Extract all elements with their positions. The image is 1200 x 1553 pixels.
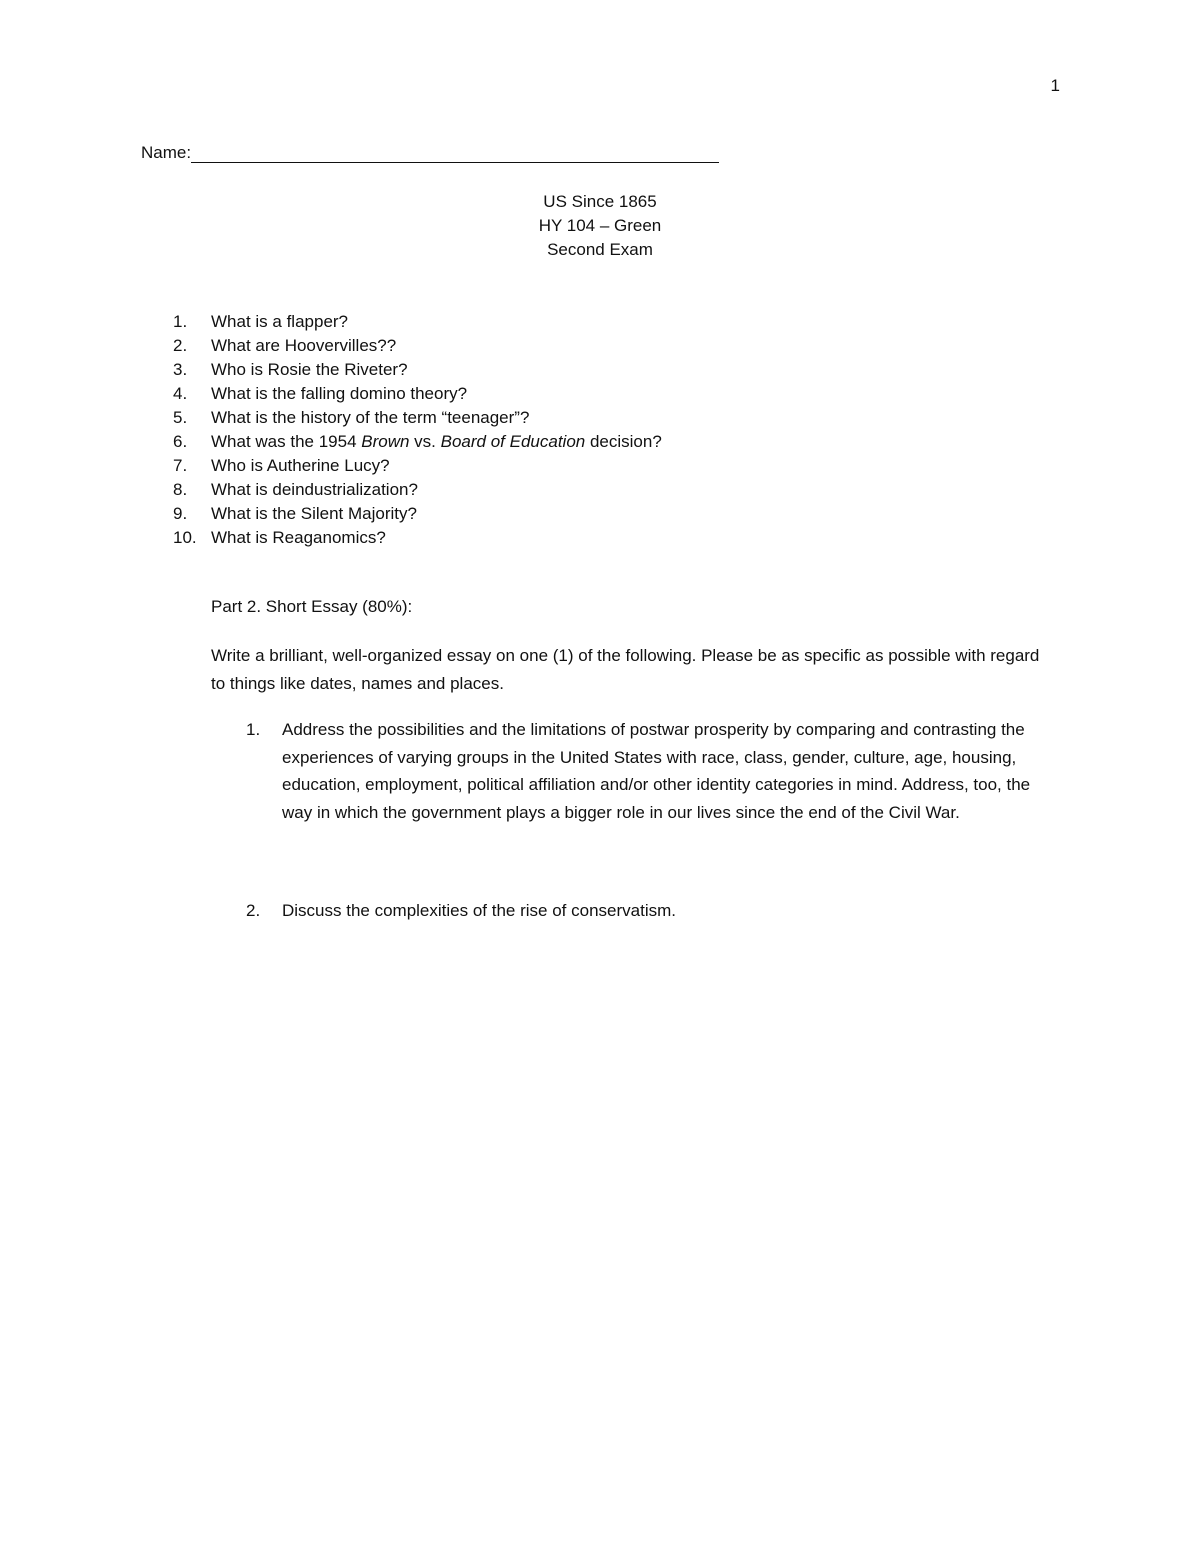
course-title: US Since 1865 — [543, 192, 657, 211]
question-number: 1. — [173, 312, 188, 331]
part2-heading: Part 2. Short Essay (80%): — [211, 597, 413, 616]
name-label: Name: — [141, 143, 192, 162]
name-blank-line[interactable] — [191, 144, 719, 163]
course-section: HY 104 – Green — [538, 216, 662, 235]
name-field — [141, 143, 719, 163]
question-number: 4. — [173, 384, 188, 403]
question-item — [173, 526, 662, 550]
question-text: Who is Autherine Lucy? — [211, 456, 390, 475]
question-item — [173, 382, 662, 406]
question-item — [173, 358, 662, 382]
question-number: 8. — [173, 480, 188, 499]
question-number: 5. — [173, 408, 188, 427]
essay-prompt-list — [246, 897, 1056, 925]
question-item — [173, 310, 662, 334]
question-list — [173, 310, 662, 550]
question-number: 3. — [173, 360, 188, 379]
question-text: What was the 1954 Brown vs. Board of Education decision? — [211, 432, 662, 451]
page-number: 1 — [1050, 76, 1060, 95]
case-name-board: Board of Education — [440, 432, 586, 451]
question-item — [173, 478, 662, 502]
essay-prompt-item — [246, 716, 1056, 826]
question-number: 2. — [173, 336, 188, 355]
question-item — [173, 430, 662, 454]
question-text: What is Reaganomics? — [211, 528, 386, 547]
essay-prompt-list — [246, 716, 1056, 826]
question-item — [173, 334, 662, 358]
question-item — [173, 502, 662, 526]
exam-header — [0, 190, 1200, 262]
essay-prompt-text: Address the possibilities and the limitations of postwar prosperity by comparing and contrasting the experiences of varying groups in the United States with race, class, gender, culture, age, housing, education, employment, political affiliation and/or other identity categories in mind. Address, too, the way in which the government plays a bigger role in our lives since the end of the Civil War. — [282, 720, 1031, 822]
question-item — [173, 406, 662, 430]
question-text: What is the Silent Majority? — [211, 504, 417, 523]
question-text: What is deindustrialization? — [211, 480, 418, 499]
question-text: What is the history of the term “teenager”? — [211, 408, 530, 427]
question-text: What is the falling domino theory? — [211, 384, 468, 403]
question-text: What are Hoovervilles?? — [211, 336, 397, 355]
question-text: Who is Rosie the Riveter? — [211, 360, 408, 379]
question-number: 10. — [173, 528, 197, 547]
question-number: 9. — [173, 504, 188, 523]
essay-prompt-number: 1. — [246, 720, 261, 739]
question-text: What is a flapper? — [211, 312, 349, 331]
essay-prompt-number: 2. — [246, 901, 261, 920]
question-number: 7. — [173, 456, 188, 475]
exam-title: Second Exam — [547, 240, 653, 259]
essay-prompt-item — [246, 897, 1056, 925]
question-number: 6. — [173, 432, 188, 451]
case-name-brown: Brown — [361, 432, 410, 451]
question-item — [173, 454, 662, 478]
essay-prompt-text: Discuss the complexities of the rise of conservatism. — [282, 901, 676, 920]
essay-instructions: Write a brilliant, well-organized essay on one (1) of the following. Please be as specific as possible with regard to things like dates, names and places. — [211, 646, 1040, 693]
